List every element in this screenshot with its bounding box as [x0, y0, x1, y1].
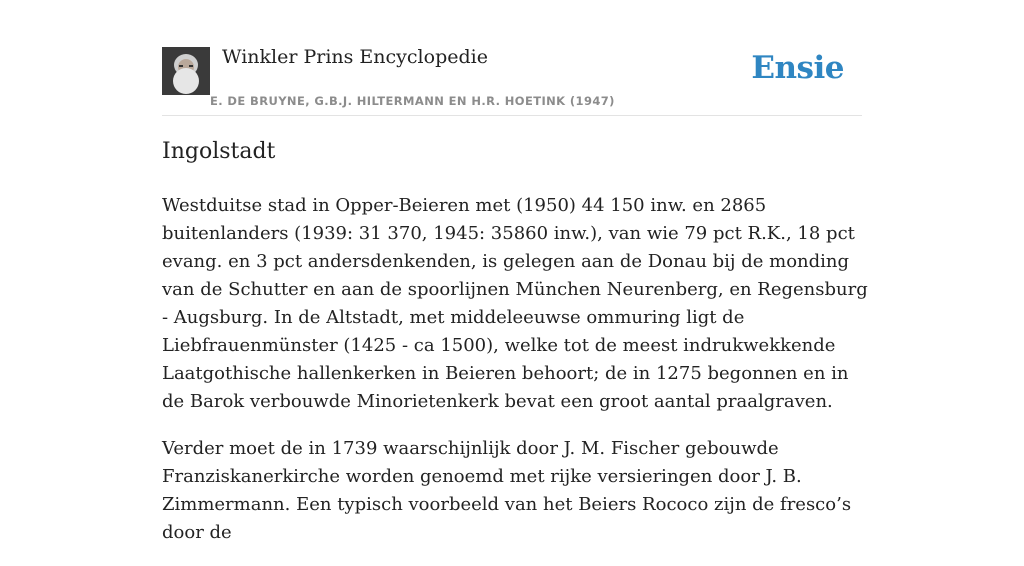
entry-title: Ingolstadt — [162, 139, 276, 164]
entry-paragraph: Verder moet de in 1739 waarschijnlijk door J. M. Fischer gebouwde Franziskanerkirche worden genoemd met rijke versieringen door J. B. Zimmermann. Een typisch voorbeeld van het Beiers Rococo zijn de fresco’s door de — [162, 438, 852, 543]
entry-paragraph: Westduitse stad in Opper-Beieren met (1950) 44 150 inw. en 2865 buitenlanders (1939: 31 370, 1945: 35860 inw.), van wie 79 pct R.K., 18 pct evang. en 3 pct andersdenkenden, is gelegen aan de Donau bij de monding van de Schutter en aan de spoorlijnen München Neurenberg, en Regensburg - Augsburg. In de Altstadt, met middeleeuwse ommuring ligt de Liebfrauenmünster (1425 - ca 1500), welke tot de meest indrukwekkende Laatgothische hallenkerken in Beieren behoort; de in 1275 begonnen en in de Barok verbouwde Minorietenkerk bevat een groot aantal praalgraven. — [162, 195, 868, 412]
bearded-man-portrait-icon — [162, 47, 210, 95]
source-header — [162, 40, 862, 116]
author-avatar-icon[interactable] — [162, 47, 210, 95]
source-title[interactable]: Winkler Prins Encyclopedie — [222, 46, 488, 68]
entry-body — [162, 192, 868, 566]
source-authors: E. DE BRUYNE, G.B.J. HILTERMANN EN H.R. HOETINK (1947) — [210, 94, 615, 108]
ensie-logo[interactable]: Ensie — [751, 50, 844, 86]
